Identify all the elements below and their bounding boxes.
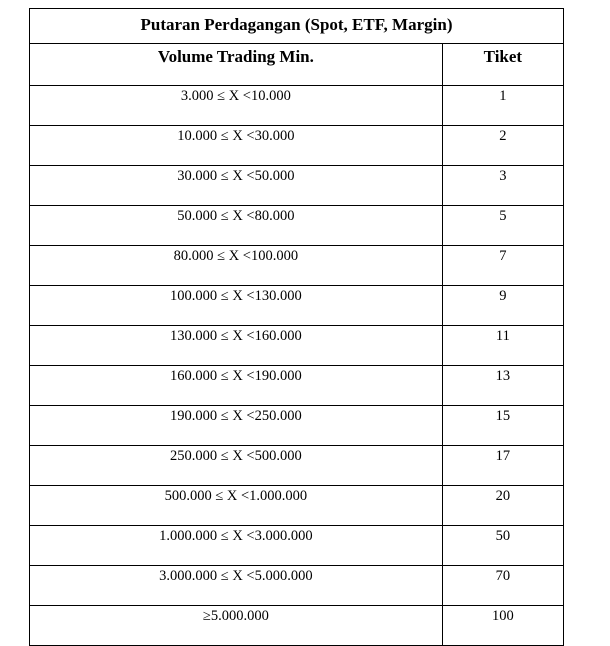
volume-cell: 3.000 ≤ X <10.000 <box>30 86 443 126</box>
table-row <box>30 486 564 526</box>
tiket-cell: 2 <box>442 126 563 166</box>
column-header-tiket: Tiket <box>442 44 563 86</box>
volume-cell: 3.000.000 ≤ X <5.000.000 <box>30 566 443 606</box>
table-title: Putaran Perdagangan (Spot, ETF, Margin) <box>30 9 564 44</box>
table-header-row <box>30 44 564 86</box>
table-row <box>30 366 564 406</box>
tiket-cell: 70 <box>442 566 563 606</box>
volume-cell: 100.000 ≤ X <130.000 <box>30 286 443 326</box>
volume-cell: 160.000 ≤ X <190.000 <box>30 366 443 406</box>
table-row <box>30 286 564 326</box>
tiket-cell: 17 <box>442 446 563 486</box>
volume-cell: 80.000 ≤ X <100.000 <box>30 246 443 286</box>
table-row <box>30 86 564 126</box>
table-row <box>30 566 564 606</box>
tiket-cell: 3 <box>442 166 563 206</box>
tiket-cell: 11 <box>442 326 563 366</box>
tiket-cell: 50 <box>442 526 563 566</box>
volume-cell: 190.000 ≤ X <250.000 <box>30 406 443 446</box>
volume-cell: 1.000.000 ≤ X <3.000.000 <box>30 526 443 566</box>
volume-cell: 250.000 ≤ X <500.000 <box>30 446 443 486</box>
table-title-row <box>30 9 564 44</box>
column-header-volume: Volume Trading Min. <box>30 44 443 86</box>
tiket-cell: 1 <box>442 86 563 126</box>
volume-cell: 10.000 ≤ X <30.000 <box>30 126 443 166</box>
tiket-cell: 20 <box>442 486 563 526</box>
volume-cell: ≥5.000.000 <box>30 606 443 646</box>
table-row <box>30 246 564 286</box>
tiket-cell: 5 <box>442 206 563 246</box>
table-body <box>30 86 564 646</box>
tiket-cell: 7 <box>442 246 563 286</box>
tiket-cell: 9 <box>442 286 563 326</box>
volume-cell: 130.000 ≤ X <160.000 <box>30 326 443 366</box>
tiket-cell: 100 <box>442 606 563 646</box>
table-row <box>30 446 564 486</box>
volume-cell: 30.000 ≤ X <50.000 <box>30 166 443 206</box>
table-row <box>30 406 564 446</box>
table-row <box>30 126 564 166</box>
tiket-cell: 15 <box>442 406 563 446</box>
table-row <box>30 166 564 206</box>
table-row <box>30 206 564 246</box>
table-row <box>30 326 564 366</box>
volume-cell: 50.000 ≤ X <80.000 <box>30 206 443 246</box>
table-row <box>30 526 564 566</box>
volume-cell: 500.000 ≤ X <1.000.000 <box>30 486 443 526</box>
tiket-cell: 13 <box>442 366 563 406</box>
ticket-table <box>29 8 564 646</box>
